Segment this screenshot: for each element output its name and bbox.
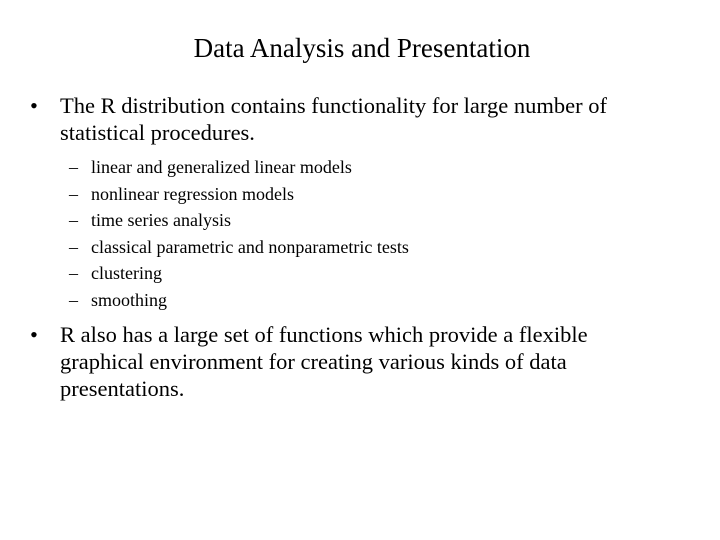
list-item [60, 207, 670, 234]
bullet-graphical-environment [30, 321, 670, 402]
list-item [60, 154, 670, 181]
dash-marker: – [69, 183, 78, 204]
list-item-text: clustering [91, 263, 162, 284]
procedures-list [60, 154, 670, 314]
dash-marker: – [69, 289, 78, 310]
list-item [60, 287, 670, 314]
list-item [60, 234, 670, 261]
bullet-r-distribution [30, 92, 670, 146]
list-item-text: smoothing [91, 289, 168, 310]
slide-title: Data Analysis and Presentation [193, 33, 531, 63]
dash-marker: – [69, 263, 78, 284]
list-item-text: classical parametric and nonparametric tests [91, 236, 409, 257]
dash-marker: – [69, 210, 78, 231]
bullet-text: R also has a large set of functions which provide a flexible graphical environment for creating various kinds of data presentations. [60, 321, 588, 401]
bullet-text: The R distribution contains functionality for large number of statistical procedures. [60, 93, 607, 145]
slide-body [30, 92, 670, 402]
list-item [60, 260, 670, 287]
dash-marker: – [69, 157, 78, 177]
list-item-text: time series analysis [91, 210, 231, 231]
bullet-marker: • [30, 321, 38, 347]
bullet-marker: • [30, 93, 38, 118]
list-item-text: nonlinear regression models [91, 183, 294, 204]
list-item [60, 181, 670, 208]
dash-marker: – [69, 236, 78, 257]
list-item-text: linear and generalized linear models [91, 157, 352, 177]
